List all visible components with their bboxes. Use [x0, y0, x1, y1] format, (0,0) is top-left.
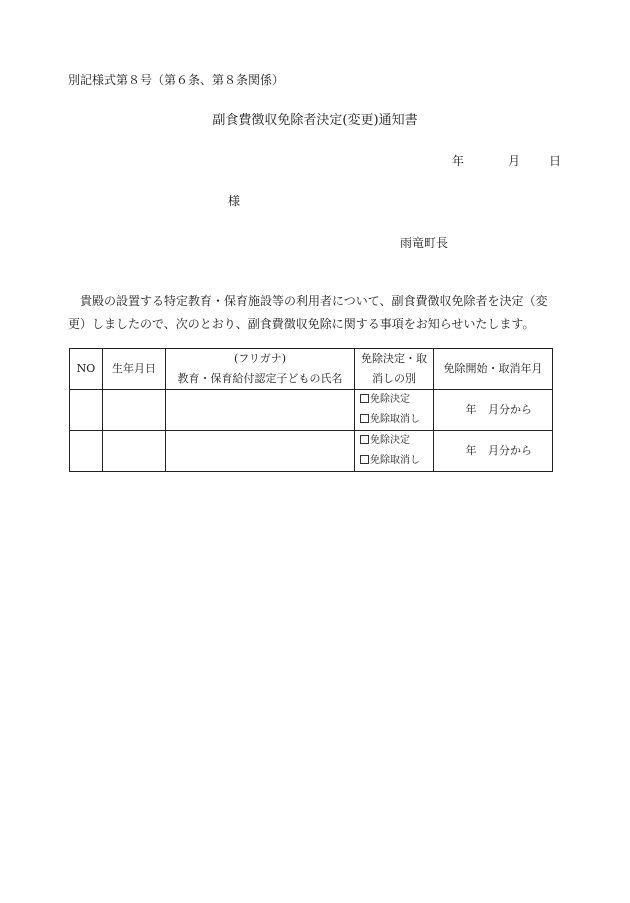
- header-decision-line2: 消しの別: [372, 372, 416, 385]
- option-exemption-cancel: 免除取消し: [370, 455, 420, 466]
- exemption-decision-checkbox[interactable]: [360, 435, 369, 444]
- exemption-decision-checkbox[interactable]: [360, 394, 369, 403]
- period-year-label: 年: [465, 403, 477, 416]
- date-month-label: 月: [508, 154, 521, 168]
- document-title: 副食費徴収免除者決定(変更)通知書: [212, 113, 418, 128]
- form-number: 別記様式第８号（第６条、第８条関係）: [68, 73, 285, 87]
- period-year-label: 年: [465, 444, 477, 457]
- issuer-name: 雨竜町長: [400, 236, 449, 250]
- date-line: [452, 152, 561, 169]
- date-day-label: 日: [549, 154, 562, 168]
- addressee-suffix: 様: [228, 194, 241, 208]
- cell-birthdate: [103, 390, 166, 431]
- cell-birthdate: [103, 431, 166, 472]
- cell-child-name: [166, 431, 355, 472]
- header-birthdate: 生年月日: [103, 349, 166, 390]
- cell-no: [70, 431, 103, 472]
- header-name-label: 教育・保育給付認定子どもの氏名: [177, 372, 343, 385]
- option-exemption-decision: 免除決定: [370, 435, 410, 446]
- header-decision-line1: 免除決定・取: [361, 352, 427, 365]
- date-year-label: 年: [452, 154, 465, 168]
- table-header-row: [70, 349, 553, 390]
- header-period: 免除開始・取消年月: [434, 349, 553, 390]
- table-row: [70, 390, 553, 431]
- option-exemption-cancel: 免除取消し: [370, 414, 420, 425]
- period-month-label: 月分から: [488, 444, 532, 457]
- option-exemption-decision: 免除決定: [370, 394, 410, 405]
- cell-child-name: [166, 390, 355, 431]
- exemption-cancel-checkbox[interactable]: [360, 414, 369, 423]
- cell-decision-type: [355, 390, 434, 431]
- header-no: NO: [70, 349, 103, 390]
- cell-period: [434, 431, 553, 472]
- header-name-kana: (フリガナ): [233, 352, 287, 365]
- exemption-table: [69, 348, 553, 472]
- body-paragraph: 貴殿の設置する特定教育・保育施設等の利用者について、副食費徴収免除者を決定（変更）しましたので、次のとおり、副食費徴収免除に関する事項をお知らせいたします。: [68, 294, 548, 331]
- period-month-label: 月分から: [488, 403, 532, 416]
- cell-period: [434, 390, 553, 431]
- cell-decision-type: [355, 431, 434, 472]
- header-child-name: [166, 349, 355, 390]
- header-decision-type: [355, 349, 434, 390]
- table-row: [70, 431, 553, 472]
- cell-no: [70, 390, 103, 431]
- exemption-cancel-checkbox[interactable]: [360, 455, 369, 464]
